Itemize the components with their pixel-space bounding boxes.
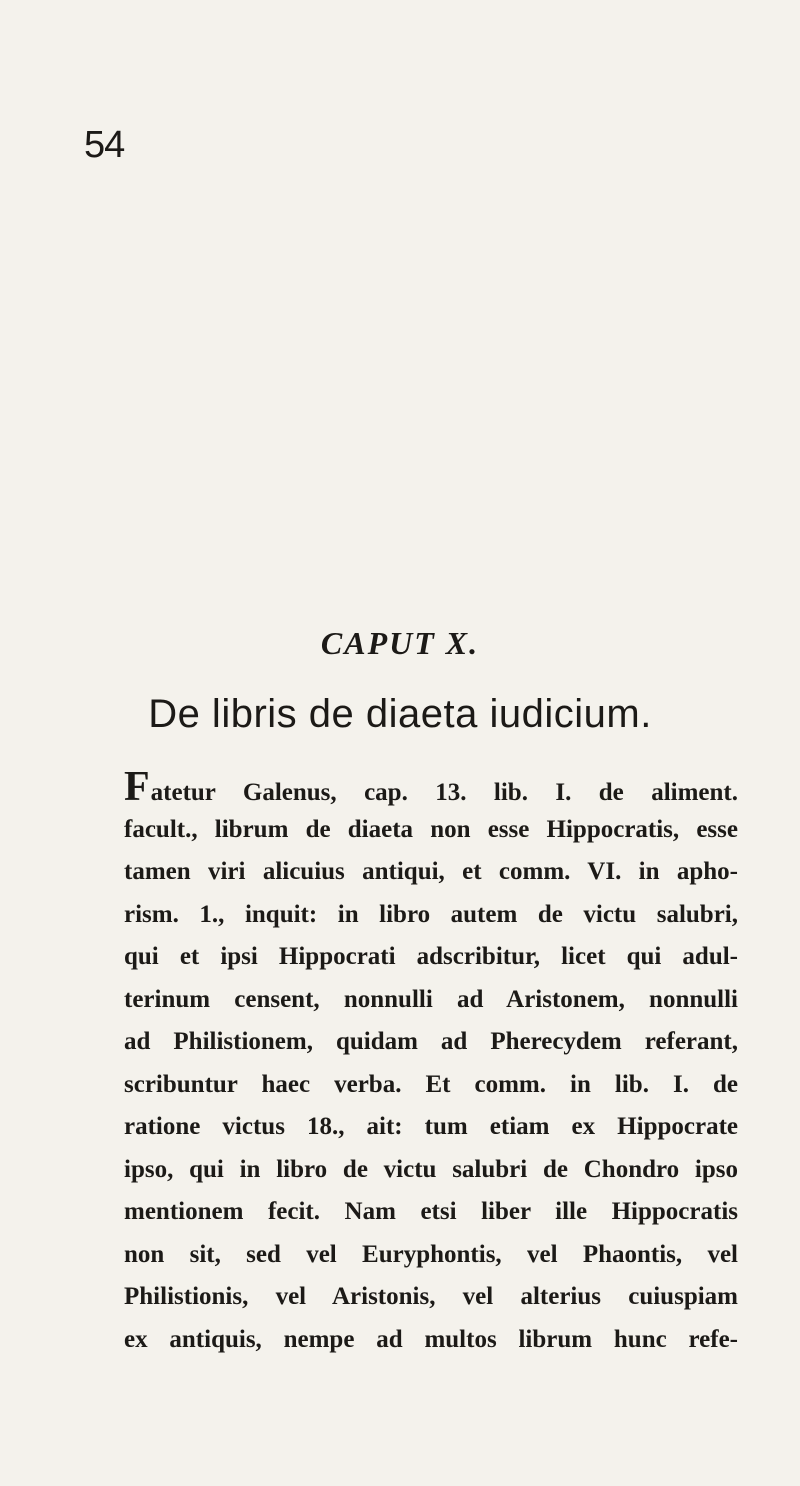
chapter-title: CAPUT X.: [320, 625, 480, 661]
text-line: [124, 766, 738, 809]
text-line: qui et ipsi Hippocrati adscribitur, licet qui adul-: [124, 943, 738, 970]
text-line: ex antiquis, nempe ad multos librum hunc refe-: [124, 1325, 738, 1353]
text-line: scribuntur haec verba. Et comm. in lib. I. de: [124, 1070, 738, 1098]
text-line: non sit, sed vel Euryphontis, vel Phaontis, vel: [124, 1240, 738, 1268]
text-line: ratione victus 18., ait: tum etiam ex Hippocrate: [124, 1113, 738, 1140]
text-line: ad Philistionem, quidam ad Pherecydem referant,: [124, 1028, 738, 1055]
text-line: mentionem fecit. Nam etsi liber ille Hippocratis: [124, 1198, 738, 1225]
text-line: facult., librum de diaeta non esse Hippocratis, esse: [124, 815, 738, 843]
drop-cap: F: [124, 764, 150, 810]
text-line: rism. 1., inquit: in libro autem de victu salubri,: [124, 900, 738, 928]
body-text: [124, 766, 738, 1361]
text-line: ipso, qui in libro de victu salubri de Chondro ipso: [124, 1155, 738, 1183]
text-line: terinum censent, nonnulli ad Aristonem, nonnulli: [124, 985, 738, 1013]
text-line: tamen viri alicuius antiqui, et comm. VI. in apho-: [124, 858, 738, 885]
text-line-content: atetur Galenus, cap. 13. lib. I. de aliment.: [150, 779, 738, 806]
chapter-subtitle: De libris de diaeta iudicium.: [148, 692, 652, 736]
text-line: Philistionis, vel Aristonis, vel alterius cuiuspiam: [124, 1283, 738, 1310]
page-number: 54: [84, 124, 125, 166]
